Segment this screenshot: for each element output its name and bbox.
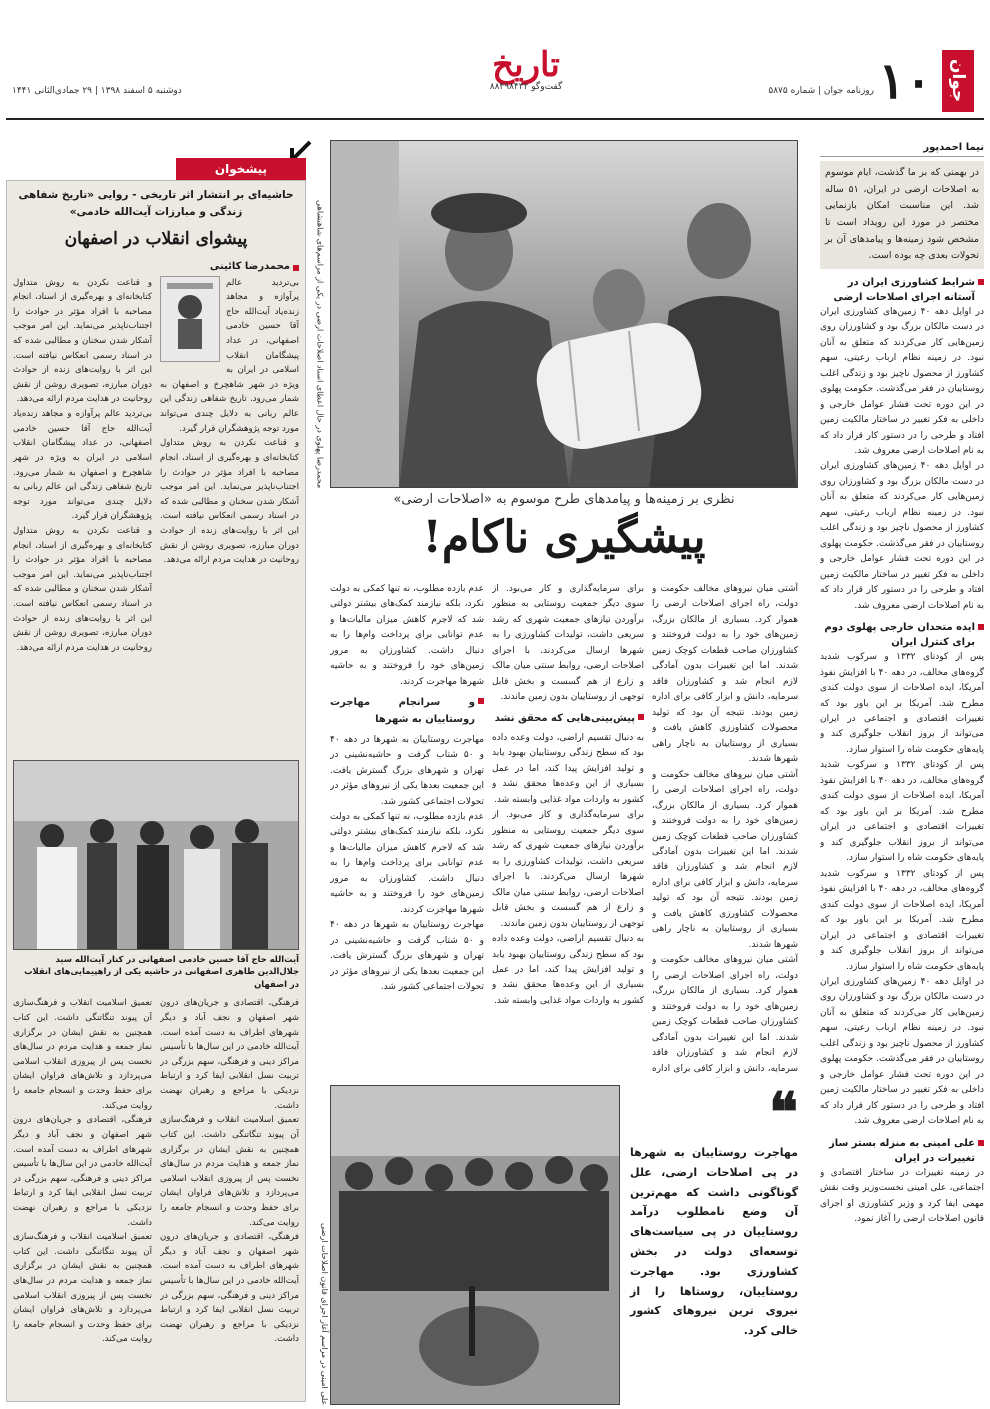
article-column bbox=[330, 582, 484, 1078]
body-paragraph: به دنبال تقسیم اراضی، دولت وعده داده بود که سطح زندگی روستاییان بهبود یابد و تولید افزایش پیدا کند، اما در عمل بسیاری از این وعده‌ها محقق نشد و کشور به واردات مواد غذایی وابسته شد. bbox=[492, 934, 644, 1006]
article-column bbox=[652, 582, 798, 1078]
body-paragraph: فرهنگی، اقتصادی و جریان‌های درون شهر اصفهان و نجف آباد و دیگر شهرهای اطراف به دست آمده است. آیت‌الله خادمی در این سال‌ها با تأسیس مراکز دینی و فرهنگی، سهم بزرگی در تربیت نسل انقلابی ایفا کرد و ارتباط نزدیکی با مراجع و رهبران نهضت داشت. bbox=[160, 998, 299, 1111]
review-headline: پیشوای انقلاب در اصفهان bbox=[64, 228, 248, 249]
main-photo bbox=[330, 140, 798, 488]
body-paragraph: پس از کودتای ۱۳۳۲ و سرکوب شدید گروه‌های مخالف، در دهه ۴۰ با افزایش نفوذ آمریکا، ایده اصلاحات از سوی دولت کندی مطرح شد. آمریکا بر این باور بود که تغییرات اقتصادی و اجتماعی در ایران می‌تواند از بروز انقلاب جلوگیری کند و پایه‌های حکومت شاه را استوار سازد. bbox=[820, 652, 984, 755]
review-column bbox=[160, 996, 299, 1402]
body-paragraph: مهاجرت روستاییان به شهرها در دهه ۴۰ و ۵۰ شتاب گرفت و حاشیه‌نشینی در تهران و شهرهای بزرگ گسترش یافت. این جمعیت بعدها یکی از نیروهای مؤثر در تحولات اجتماعی کشور شد. bbox=[330, 920, 484, 993]
body-paragraph: و قناعت نکردن به روش متداول کتابخانه‌ای و بهره‌گیری از اسناد، انجام مصاحبه با افراد مؤثر در حوادث را اجتناب‌ناپذیر می‌نماید. این امر موجب آشکار شدن سخنان و مطالبی شده که در اسناد رسمی انعکاس نیافته است. این اثر با روایت‌های زنده از حوادث دوران مبارزه، تصویری روشن از نقش روحانیت در هدایت مردم ارائه می‌دهد. bbox=[13, 525, 152, 653]
review-column bbox=[160, 276, 299, 754]
body-paragraph: آشتی میان نیروهای مخالف حکومت و دولت، راه اجرای اصلاحات ارضی را هموار کرد. بسیاری از مالکان بزرگ، زمین‌های خود را به دولت فروختند و کشاورزان صاحب قطعات کوچک زمین شدند. اما این تغییرات بدون آمادگی لازم انجام شد و کشاورزان فاقد سرمایه، دانش و ابزار کافی برای اداره زمین بودند. نتیجه آن بود که تولید محصولات کشاورزی کاهش یافت و بسیاری از روستاییان به ناچار راهی شهرها شدند. bbox=[652, 769, 798, 950]
masthead bbox=[6, 40, 984, 120]
photo-illustration bbox=[330, 1086, 619, 1405]
review-kicker: حاشیه‌ای بر انتشار اثر تاریخی - روایی «تاریخ شفاهی زندگی و مبارزات آیت‌الله خادمی» bbox=[18, 189, 294, 218]
body-paragraph: مهاجرت روستاییان به شهرها در دهه ۴۰ و ۵۰ شتاب گرفت و حاشیه‌نشینی در تهران و شهرهای بزرگ گسترش یافت. این جمعیت بعدها یکی از نیروهای مؤثر در تحولات اجتماعی کشور شد. bbox=[330, 734, 484, 807]
body-paragraph: در اوایل دهه ۴۰ زمین‌های کشاورزی ایران در دست مالکان بزرگ بود و کشاورزان روی زمین‌هایی کار می‌کردند که متعلق به آنان نبود. در زمینه نظام ارباب رعیتی، سهم کشاورز از محصول ناچیز بود و زندگی اغلب روستاییان در فقر می‌گذشت. حکومت پهلوی در این دوره تحت فشار عوامل خارجی و داخلی به فکر تغییر در ساختار مالکیت زمین افتاد و طرحی را در دستور کار قرار داد که به نام اصلاحات ارضی معروف شد. bbox=[820, 976, 984, 1127]
body-paragraph: برای سرمایه‌گذاری و کار می‌بود. از سوی دیگر جمعیت روستایی به منظور برآوردن نیازهای جمعیت شهری که رشد سریعی داشت، تولیدات کشاورزی را به شهرها ارسال می‌کردند. با اجرای اصلاحات ارضی، روابط سنتی میان مالک و زارع از هم گسست و بخش قابل توجهی از روستاییان بدون زمین ماندند. bbox=[492, 810, 644, 929]
body-paragraph: عدم بازده مطلوب، نه تنها کمکی به دولت نکرد، بلکه نیازمند کمک‌های بیشتر دولتی شد که لاجرم کاهش میزان مالیات‌ها و عدم توانایی برای پرداخت وام‌ها را به دنبال داشت. کشاورزان به مرور زمین‌های خود را فروختند و به حاشیه شهرها مهاجرت کردند. bbox=[330, 812, 484, 915]
right-column bbox=[820, 140, 984, 1402]
subheading: و سرانجام مهاجرت روستاییان به شهرها bbox=[330, 694, 484, 728]
body-paragraph: پس از کودتای ۱۳۳۲ و سرکوب شدید گروه‌های مخالف، در دهه ۴۰ با افزایش نفوذ آمریکا، ایده اصلاحات از سوی دولت کندی مطرح شد. آمریکا بر این باور بود که تغییرات اقتصادی و اجتماعی در ایران می‌تواند از بروز انقلاب جلوگیری کند و پایه‌های حکومت شاه را استوار سازد. bbox=[820, 868, 984, 972]
book-cover-illustration bbox=[161, 277, 219, 361]
body-paragraph: بی‌تردید عالم پرآوازه و مجاهد زنده‌یاد آیت‌الله حاج آقا حسین خادمی اصفهانی، در عداد پیشگامان انقلاب اسلامی در ایران به ویژه در شهر شاهچرخ و اصفهان به شمار می‌رود. تاریخ شفاهی زندگی این عالم ربانی به دلایل چندی می‌تواند مورد توجه پژوهشگران قرار گیرد. bbox=[160, 277, 299, 434]
book-cover bbox=[160, 276, 220, 362]
issue-date: دوشنبه ۵ اسفند ۱۳۹۸ | ۲۹ جمادی‌الثانی ۱۴۴۱ bbox=[12, 86, 182, 96]
body-paragraph: در اوایل دهه ۴۰ زمین‌های کشاورزی ایران در دست مالکان بزرگ بود و کشاورزان روی زمین‌هایی کار می‌کردند که متعلق به آنان نبود. در زمینه نظام ارباب رعیتی، سهم کشاورز از محصول ناچیز بود و زندگی اغلب روستاییان در فقر می‌گذشت. حکومت پهلوی در این دوره تحت فشار عوامل خارجی و داخلی به فکر تغییر در ساختار مالکیت زمین افتاد و طرحی را در دستور کار قرار داد که به نام اصلاحات ارضی معروف شد. bbox=[820, 461, 984, 611]
quote-text: مهاجرت روستاییان به شهرها در پی اصلاحات ارضی، علل گوناگونی داشت که مهم‌ترین آن وضع نامطلوب درآمد روستاییان در پی سیاست‌های توسعه‌ای دولت در بخش کشاورزی بود. مهاجرت روستاییان، روستاها را از نیروی ترین نیروهای کشور خالی کرد. bbox=[630, 1146, 798, 1338]
body-paragraph: فرهنگی، اقتصادی و جریان‌های درون شهر اصفهان و نجف آباد و دیگر شهرهای اطراف به دست آمده است. آیت‌الله خادمی در این سال‌ها با تأسیس مراکز دینی و فرهنگی، سهم بزرگی در تربیت نسل انقلابی ایفا کرد و ارتباط نزدیکی با مراجع و رهبران نهضت داشت. bbox=[160, 1232, 299, 1345]
body-paragraph: و قناعت نکردن به روش متداول کتابخانه‌ای و بهره‌گیری از اسناد، انجام مصاحبه با افراد مؤثر در حوادث را اجتناب‌ناپذیر می‌نماید. این امر موجب آشکار شدن سخنان و مطالبی شده که در اسناد رسمی انعکاس نیافته است. این اثر با روایت‌های زنده از حوادث دوران مبارزه، تصویری روشن از نقش روحانیت در هدایت مردم ارائه می‌دهد. bbox=[160, 438, 299, 566]
body-paragraph: تعمیق اسلامیت انقلاب و فرهنگ‌سازی آن پیوند تنگاتنگی داشت. این کتاب همچنین به نقش ایشان در برگزاری نماز جمعه و هدایت مردم در سال‌های نخست پس از پیروزی انقلاب اسلامی می‌پردازد و تلاش‌های فراوان ایشان برای حفظ وحدت و انسجام جامعه را روایت می‌کند. bbox=[13, 998, 152, 1111]
photo-caption: آیت‌الله حاج آقا حسین خادمی اصفهانی در کنار آیت‌الله سید جلال‌الدین طاهری اصفهانی در حاشیه یکی از راهپیمایی‌های انقلاب در اصفهان bbox=[24, 953, 299, 989]
photo-caption: محمدرضا پهلوی در حال اعطای اسناد اصلاحات ارضی در یکی از مراسم‌های شاهنشاهی bbox=[315, 199, 325, 488]
body-paragraph: در اوایل دهه ۴۰ زمین‌های کشاورزی ایران در دست مالکان بزرگ بود و کشاورزان روی زمین‌هایی کار می‌کردند که متعلق به آنان نبود. در زمینه نظام ارباب رعیتی، سهم کشاورز از محصول ناچیز بود و زندگی اغلب روستاییان در فقر می‌گذشت. حکومت پهلوی در این دوره تحت فشار عوامل خارجی و داخلی به فکر تغییر در ساختار مالکیت زمین افتاد و طرحی را در دستور کار قرار داد که به نام اصلاحات ارضی معروف شد. bbox=[820, 306, 984, 456]
section-contact: گفت‌وگو ۸۸۴۹۸۴۳۲ bbox=[489, 82, 563, 92]
subheading: شرایط کشاورزی ایران در آستانه اجرای اصلاحات ارضی bbox=[820, 275, 984, 305]
body-paragraph: و قناعت نکردن به روش متداول کتابخانه‌ای و بهره‌گیری از اسناد، انجام مصاحبه با افراد مؤثر در حوادث را اجتناب‌ناپذیر می‌نماید. این امر موجب آشکار شدن سخنان و مطالبی شده که در اسناد رسمی انعکاس نیافته است. این اثر با روایت‌های زنده از حوادث دوران مبارزه، تصویری روشن از نقش روحانیت در هدایت مردم ارائه می‌دهد. bbox=[13, 277, 152, 405]
body-paragraph: برای سرمایه‌گذاری و کار می‌بود. از سوی دیگر جمعیت روستایی به منظور برآوردن نیازهای جمعیت شهری که رشد سریعی داشت، تولیدات کشاورزی را به شهرها ارسال می‌کردند. با اجرای اصلاحات ارضی، روابط سنتی میان مالک و زارع از هم گسست و بخش قابل توجهی از روستاییان بدون زمین ماندند. bbox=[492, 584, 644, 703]
pishkhan-section bbox=[6, 140, 306, 1402]
body-paragraph: تعمیق اسلامیت انقلاب و فرهنگ‌سازی آن پیوند تنگاتنگی داشت. این کتاب همچنین به نقش ایشان در برگزاری نماز جمعه و هدایت مردم در سال‌های نخست پس از پیروزی انقلاب اسلامی می‌پردازد و تلاش‌های فراوان ایشان برای حفظ وحدت و انسجام جامعه را روایت می‌کند. bbox=[13, 1232, 152, 1345]
photo-illustration bbox=[330, 141, 797, 488]
review-columns bbox=[13, 276, 299, 754]
article-column bbox=[492, 582, 644, 1078]
photo-illustration bbox=[13, 761, 298, 950]
body-paragraph: بی‌تردید عالم پرآوازه و مجاهد زنده‌یاد آیت‌الله حاج آقا حسین خادمی اصفهانی، در عداد پیشگامان انقلاب اسلامی در ایران به ویژه در شهر شاهچرخ و اصفهان به شمار می‌رود. تاریخ شفاهی زندگی این عالم ربانی به دلایل چندی می‌تواند مورد توجه پژوهشگران قرار گیرد. bbox=[13, 409, 152, 522]
article-author: نیما احمدپور bbox=[820, 140, 984, 157]
headline-kicker: نظری بر زمینه‌ها و پیامدهای طرح موسوم به «اصلاحات ارضی» bbox=[393, 492, 735, 507]
paper-info: روزنامه جوان | شماره ۵۸۷۵ bbox=[768, 86, 874, 96]
section-logo bbox=[446, 45, 606, 92]
main-headline: پیشگیری ناکام! bbox=[422, 512, 706, 563]
review-column bbox=[13, 276, 152, 754]
lead-paragraph: در بهمنی که بر ما گذشت، ایام موسوم به اصلاحات ارضی در ایران، ۵۱ ساله شد. این مناسبت امکان بازنمایی مختصر در مورد این رویداد است تا مشخص شود زمینه‌ها و پیامدهای آن بر تحولات بعدی چه بوده است. bbox=[820, 161, 984, 269]
review-column bbox=[13, 996, 152, 1402]
body-paragraph: آشتی میان نیروهای مخالف حکومت و دولت، راه اجرای اصلاحات ارضی را هموار کرد. بسیاری از مالکان بزرگ، زمین‌های خود را به دولت فروختند و کشاورزان صاحب قطعات کوچک زمین شدند. اما این تغییرات بدون آمادگی لازم انجام شد و کشاورزان فاقد سرمایه، دانش و ابزار کافی برای اداره زمین بودند. نتیجه آن بود که تولید محصولات کشاورزی کاهش یافت و بسیاری از روستاییان به ناچار راهی شهرها شدند. bbox=[652, 584, 798, 765]
section-tag: پیشخوان bbox=[176, 158, 306, 180]
subheading: پیش‌بینی‌هایی که محقق نشد bbox=[492, 710, 644, 727]
page-number: ۱۰ bbox=[878, 51, 932, 110]
subheading: ایده متحدان خارجی پهلوی دوم برای کنترل ایران bbox=[820, 620, 984, 650]
bottom-photo bbox=[330, 1085, 620, 1405]
pull-quote bbox=[630, 1080, 798, 1405]
body-paragraph: تعمیق اسلامیت انقلاب و فرهنگ‌سازی آن پیوند تنگاتنگی داشت. این کتاب همچنین به نقش ایشان در برگزاری نماز جمعه و هدایت مردم در سال‌های نخست پس از پیروزی انقلاب اسلامی می‌پردازد و تلاش‌های فراوان ایشان برای حفظ وحدت و انسجام جامعه را روایت می‌کند. bbox=[160, 1115, 299, 1228]
body-paragraph: پس از کودتای ۱۳۳۲ و سرکوب شدید گروه‌های مخالف، در دهه ۴۰ با افزایش نفوذ آمریکا، ایده اصلاحات از سوی دولت کندی مطرح شد. آمریکا بر این باور بود که تغییرات اقتصادی و اجتماعی در ایران می‌تواند از بروز انقلاب جلوگیری کند و پایه‌های حکومت شاه را استوار سازد. bbox=[820, 760, 984, 864]
subheading: علی امینی به منزله بستر ساز تغییرات در ایران bbox=[820, 1136, 984, 1166]
body-paragraph: فرهنگی، اقتصادی و جریان‌های درون شهر اصفهان و نجف آباد و دیگر شهرهای اطراف به دست آمده است. آیت‌الله خادمی در این سال‌ها با تأسیس مراکز دینی و فرهنگی، سهم بزرگی در تربیت نسل انقلابی ایفا کرد و ارتباط نزدیکی با مراجع و رهبران نهضت داشت. bbox=[13, 1115, 152, 1228]
section-title: تاریخ bbox=[492, 45, 560, 85]
review-photo bbox=[13, 760, 299, 950]
body-paragraph: آشتی میان نیروهای مخالف حکومت و دولت، راه اجرای اصلاحات ارضی را هموار کرد. بسیاری از مالکان بزرگ، زمین‌های خود را به دولت فروختند و کشاورزان صاحب قطعات کوچک زمین شدند. اما این تغییرات بدون آمادگی لازم انجام شد و کشاورزان فاقد سرمایه، دانش و ابزار کافی برای اداره bbox=[652, 955, 798, 1074]
newspaper-logo[interactable]: جوان bbox=[942, 50, 974, 112]
body-paragraph: در زمینه تغییرات در ساختار اقتصادی و اجتماعی، علی امینی نخست‌وزیر وقت نقش مهمی ایفا کرد و وزیر کشاورزی او اجرای قانون اصلاحات ارضی را آغاز نمود. bbox=[820, 1167, 984, 1225]
review-author: محمدرضا کائینی bbox=[13, 261, 299, 272]
photo-caption: علی امینی در مراسم آغاز اجرای قانون اصلاحات ارضی bbox=[320, 1222, 329, 1405]
quote-icon: ❝ bbox=[768, 1080, 798, 1144]
body-paragraph: به دنبال تقسیم اراضی، دولت وعده داده بود که سطح زندگی روستاییان بهبود یابد و تولید افزایش پیدا کند، اما در عمل بسیاری از این وعده‌ها محقق نشد و کشور به واردات مواد غذایی وابسته شد. bbox=[492, 732, 644, 805]
pishkhan-box bbox=[6, 180, 306, 1402]
body-paragraph: عدم بازده مطلوب، نه تنها کمکی به دولت نکرد، بلکه نیازمند کمک‌های بیشتر دولتی شد که لاجرم کاهش میزان مالیات‌ها و عدم توانایی برای پرداخت وام‌ها را به دنبال داشت. کشاورزان به مرور زمین‌های خود را فروختند و به حاشیه شهرها مهاجرت کردند. bbox=[330, 584, 484, 687]
review-columns bbox=[13, 996, 299, 1402]
